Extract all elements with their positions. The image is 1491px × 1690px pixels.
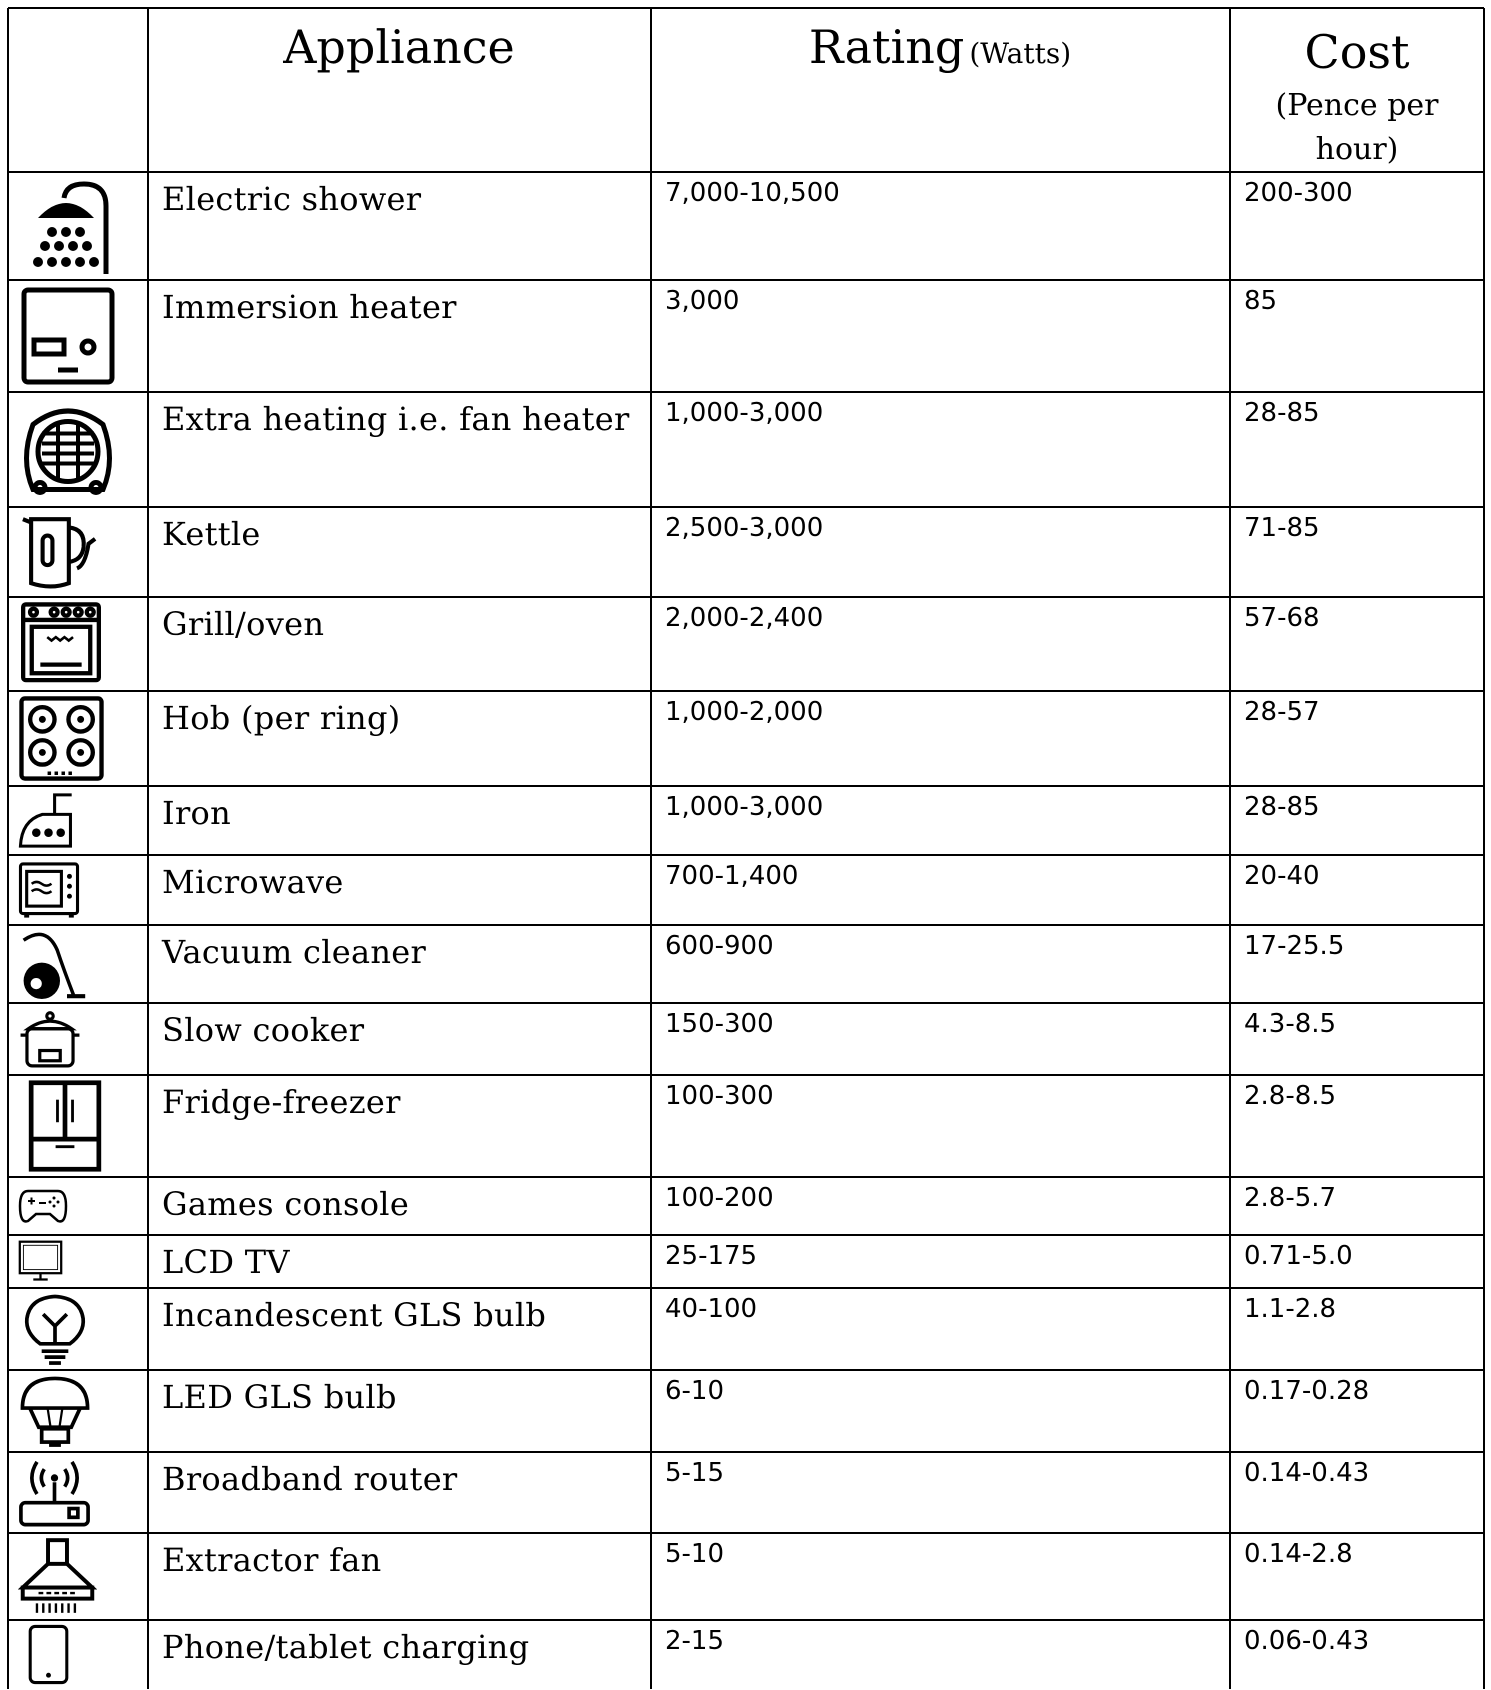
- hob-icon: [18, 695, 105, 782]
- icon-cell: [8, 1075, 148, 1177]
- header-rating-wrap: [651, 8, 1229, 74]
- icon-cell: [8, 172, 148, 280]
- icon-cell: [8, 1370, 148, 1452]
- rating-cell: 5-15: [665, 1458, 725, 1488]
- appliance-cell: Kettle: [162, 515, 261, 553]
- cost-cell: 0.17-0.28: [1244, 1376, 1370, 1406]
- shower-icon: [18, 176, 118, 276]
- appliance-cell: Games console: [162, 1185, 410, 1223]
- header-rating: Rating: [808, 20, 965, 74]
- rating-cell: 5-10: [665, 1539, 725, 1569]
- icon-cell: [8, 1288, 148, 1370]
- extractor-fan-icon: [18, 1537, 97, 1616]
- game-controller-icon: [18, 1181, 68, 1231]
- cost-cell: 85: [1244, 286, 1278, 316]
- rating-cell: 700-1,400: [665, 861, 799, 891]
- rating-cell: 1,000-3,000: [665, 792, 824, 822]
- fan-heater-icon: [18, 396, 118, 503]
- cost-cell: 57-68: [1244, 603, 1320, 633]
- rating-cell: 25-175: [665, 1241, 758, 1271]
- appliance-cell: Extra heating i.e. fan heater: [162, 400, 630, 438]
- cost-cell: 17-25.5: [1244, 931, 1345, 961]
- cost-cell: 20-40: [1244, 861, 1320, 891]
- appliance-cell: Hob (per ring): [162, 699, 401, 737]
- icon-cell: [8, 1620, 148, 1689]
- appliance-cell: Extractor fan: [162, 1541, 382, 1579]
- appliance-cell: Incandescent GLS bulb: [162, 1296, 547, 1334]
- icon-cell: [8, 1235, 148, 1288]
- cost-cell: 200-300: [1244, 178, 1353, 208]
- cost-cell: 0.71-5.0: [1244, 1241, 1353, 1271]
- rating-cell: 1,000-3,000: [665, 398, 824, 428]
- cost-cell: 28-57: [1244, 697, 1320, 727]
- icon-cell: [8, 786, 148, 855]
- rating-cell: 3,000: [665, 286, 740, 316]
- appliance-cell: LED GLS bulb: [162, 1378, 397, 1416]
- header-cost-cell: [1230, 8, 1484, 172]
- tv-icon: [18, 1239, 63, 1284]
- icon-cell: [8, 280, 148, 392]
- rating-cell: 6-10: [665, 1376, 725, 1406]
- rating-cell: 100-300: [665, 1081, 774, 1111]
- rating-cell: 1,000-2,000: [665, 697, 824, 727]
- appliance-cell: Grill/oven: [162, 605, 325, 643]
- cost-cell: 0.14-2.8: [1244, 1539, 1353, 1569]
- header-rating-unit: (Watts): [969, 37, 1072, 70]
- icon-cell: [8, 855, 148, 925]
- cost-cell: 71-85: [1244, 513, 1320, 543]
- appliance-cell: Phone/tablet charging: [162, 1628, 530, 1666]
- appliance-cell: LCD TV: [162, 1243, 290, 1281]
- rating-cell: 100-200: [665, 1183, 774, 1213]
- header-appliance: Appliance: [283, 20, 515, 74]
- oven-icon: [18, 601, 104, 687]
- icon-cell: [8, 1177, 148, 1235]
- led-bulb-icon: [18, 1374, 92, 1448]
- icon-cell: [8, 925, 148, 1003]
- incandescent-bulb-icon: [18, 1292, 92, 1366]
- rating-cell: 2,000-2,400: [665, 603, 824, 633]
- iron-icon: [18, 790, 79, 851]
- appliance-cell: Electric shower: [162, 180, 422, 218]
- header-cost-unit-line2: hour): [1315, 132, 1399, 167]
- slow-cooker-icon: [18, 1007, 82, 1071]
- appliance-cell: Immersion heater: [162, 288, 457, 326]
- fridge-freezer-icon: [18, 1079, 112, 1173]
- appliance-cell: Slow cooker: [162, 1011, 365, 1049]
- icon-cell: [8, 691, 148, 786]
- appliance-cell: Iron: [162, 794, 232, 832]
- appliance-cell: Microwave: [162, 863, 344, 901]
- header-cost: Cost: [1304, 25, 1410, 79]
- cost-cell: 2.8-5.7: [1244, 1183, 1337, 1213]
- cost-cell: 0.06-0.43: [1244, 1626, 1370, 1656]
- appliance-cell: Vacuum cleaner: [162, 933, 427, 971]
- cost-cell: 0.14-0.43: [1244, 1458, 1370, 1488]
- appliance-cell: Fridge-freezer: [162, 1083, 401, 1121]
- rating-cell: 2-15: [665, 1626, 725, 1656]
- kettle-icon: [18, 511, 100, 593]
- cost-cell: 28-85: [1244, 792, 1320, 822]
- icon-cell: [8, 507, 148, 597]
- appliance-cell: Broadband router: [162, 1460, 458, 1498]
- header-rating-cell: [651, 8, 1229, 172]
- rating-cell: 600-900: [665, 931, 774, 961]
- header-cost-unit-line1: (Pence per: [1275, 88, 1439, 123]
- icon-cell: [8, 392, 148, 507]
- rating-cell: 7,000-10,500: [665, 178, 840, 208]
- icon-cell: [8, 1003, 148, 1075]
- rating-cell: 2,500-3,000: [665, 513, 824, 543]
- router-icon: [18, 1456, 91, 1529]
- icon-cell: [8, 1452, 148, 1533]
- cost-cell: 28-85: [1244, 398, 1320, 428]
- rating-cell: 40-100: [665, 1294, 758, 1324]
- header-appliance-cell: [148, 8, 650, 172]
- cost-cell: 1.1-2.8: [1244, 1294, 1337, 1324]
- icon-cell: [8, 1533, 148, 1620]
- vacuum-cleaner-icon: [18, 929, 88, 999]
- cost-cell: 2.8-8.5: [1244, 1081, 1337, 1111]
- cost-cell: 4.3-8.5: [1244, 1009, 1337, 1039]
- immersion-heater-icon: [18, 284, 118, 388]
- icon-cell: [8, 597, 148, 691]
- rating-cell: 150-300: [665, 1009, 774, 1039]
- microwave-icon: [18, 859, 80, 921]
- phone-icon: [18, 1624, 79, 1685]
